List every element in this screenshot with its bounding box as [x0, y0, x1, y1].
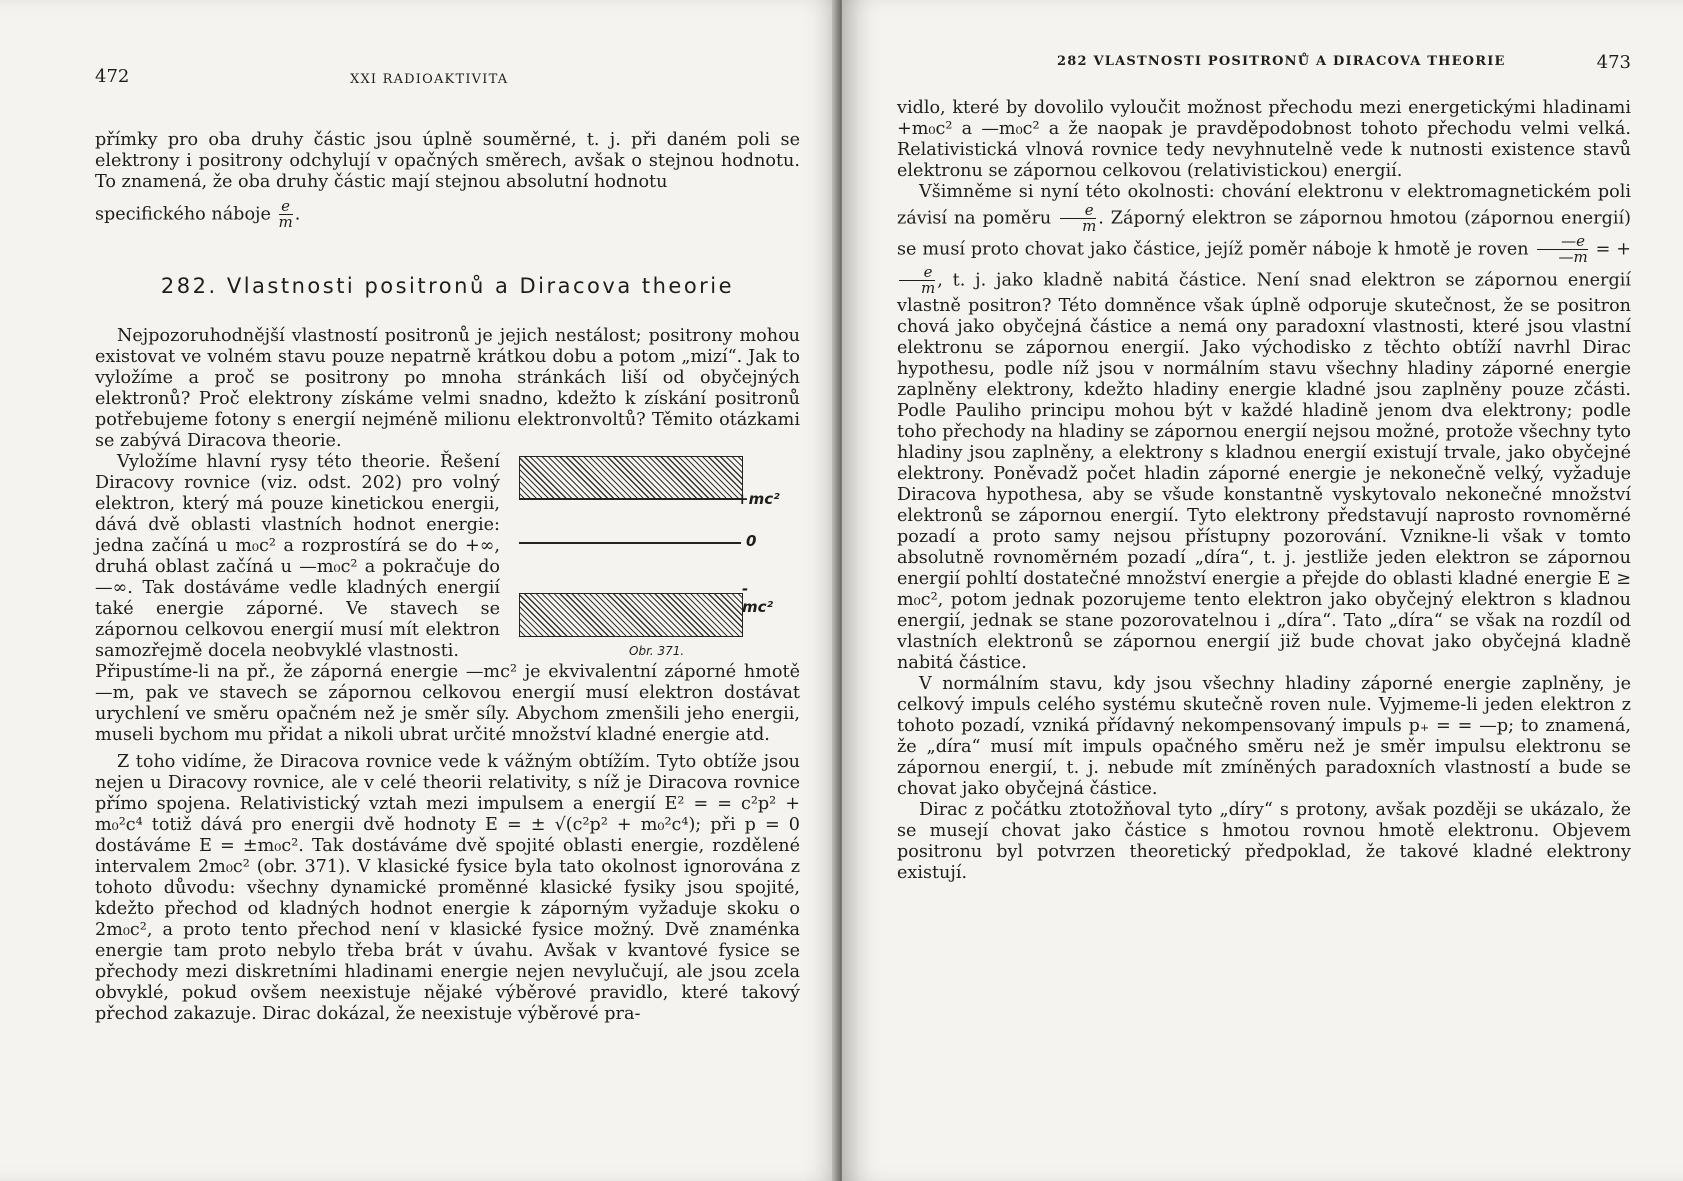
left-paragraph-3-continued: Připustíme-li na př., že záporná energie —mc² je ekvivalentní záporné hmotě —m, pak ve stavech se zápornou celkovou energií musí elektron dostávat urychlení ve směru opačném než je směr síly. Abychom zmenšili jeho energii, museli bychom mu přidat a nikoli ubrat určité množství kladné energie atd. [95, 662, 800, 745]
figure-row [95, 452, 800, 662]
right-paragraph-2: Všimněme si nyní této okolnosti: chování elektronu v elektromagnetickém poli závisí na poměru $\frac{e}{m}$ . Záporný elektron se zápornou hmotou (zápornou energií) se musí proto chovat jako částice, jejíž poměr náboje k hmotě je roven $\frac{—e}{—m}$ = + $\frac{e}{m}$ , t. j. jako kladně nabitá částice. Není snad elektron se zápornou energií vlastně positron? Této domněnce však úplně odporuje skutečnost, že se positron chová jako obyčejná částice a nemá ony paradoxní vlastnosti, které jsou vlastní elektronu se zápornou energií. Jako východisko z těchto obtíží navrhl Dirac hypothesu, podle níž jsou v normálním stavu všechny hladiny záporné energie zaplněny elektrony, kdežto hladiny energie kladné jsou zaplněny pouze zčásti. Podle Pauliho principu mohou být v každé hladině jenom dva elektrony; podle toho přechody na hladiny se zápornou energií nejsou možné, protože všechny tyto hladiny jsou zaplněny, a elektrony s kladnou energií existují trvale, jako obyčejné elektrony. Poněvadž počet hladin záporné energie je nekonečně velký, vyžaduje Diracova hypothesa, aby se všude konstantně vyskytovalo nekonečné množství elektronů se zápornou energií. Tyto elektrony představují naprosto rovnoměrné pozadí a proto samy nejsou přístupny pozorování. Vznikne-li však v tomto absolutně rovnoměrném pozadí „díra“, t. j. jestliže jeden elektron se zápornou energií pohltí dostatečné množství energie a přejde do oblasti kladné energie E ≥ m₀c², potom jednak pozorujeme tento elektron jako obyčejný elektron s kladnou energií, jednak se stane pozorovatelnou i „díra“. Tato „díra“ se však na rozdíl od vlastních elektronů se zápornou energií již bude chovat jako obyčejná kladně nabitá částice. [897, 182, 1632, 673]
left-paragraph-2: Nejpozoruhodnější vlastností positronů je jejich nestálost; positrony mohou existovat ve volném stavu pouze nepatrně krátkou dobu a potom „mizí“. Jak to vyložíme a proč se positrony po mnoha stránkách liší od obyčejných elektronů? Proč elektrony získáme velmi snadno, kdežto k získání positronů potřebujeme fotony s energií nejméně milionu elektronvoltů? Těmito otázkami se zabývá Diracova theorie. [95, 326, 800, 451]
left-paragraph-4: Z toho vidíme, že Diracova rovnice vede k vážným obtížím. Tyto obtíže jsou nejen u Diracovy rovnice, ale v celé theorii relativity, s níž je Diracova rovnice přímo spojena. Relativistický vztah mezi impulsem a energií E² = = c²p² + m₀²c⁴ totiž dává pro energii dvě hodnoty E = ± √(c²p² + m₀²c⁴); při p = 0 dostáváme E = ±m₀c². Tak dostáváme dvě spojité oblasti energie, rozdělené intervalem 2m₀c² (obr. 371). V klasické fysice byla tato okolnost ignorována z tohoto důvodu: všechny dynamické proměnné klasické fysiky jsou spojité, kdežto přechod od kladných hodnot energie k záporným vyžaduje skoku o 2m₀c², a proto tento přechod není v klasické fysice možný. Dvě znaménka energie tam proto nebylo třeba brát v úvahu. Avšak v kvantové fysice se přechody mezi diskretními hladinami energie nejen nevylučují, ale jsou zcela obvyklé, pokud ovšem neexistuje nějaké výběrové pravidlo, které takový přechod zakazuje. Dirac dokázal, že neexistuje výběrové pra- [95, 752, 800, 1024]
figure-side-text [95, 452, 500, 662]
left-page-number: 472 [95, 66, 130, 87]
left-running-title: XXI RADIOAKTIVITA [350, 72, 509, 87]
right-paragraph-1: vidlo, které by dovolilo vyloučit možnost přechodu mezi energetickými hladinami +m₀c² a —m₀c² a že naopak je pravděpodobnost tohoto přechodu velmi velká. Relativistická vlnová rovnice tedy nevyhnutelně vede k nutnosti existence stavů elektronu se zápornou celkovou (relativistickou) energií. [897, 98, 1631, 181]
fraction-e-over-m: $\frac{e}{m}$ [278, 197, 293, 231]
fraction-e-over-m-right: $\frac{e}{m}$ [1060, 203, 1096, 234]
right-page [842, 0, 1683, 1181]
right-running-head [897, 48, 1631, 74]
energy-level-diagram [514, 456, 784, 661]
left-paragraph-1: přímky pro oba druhy částic jsou úplně souměrné, t. j. při daném poli se elektrony i positrony odchylují v opačných směrech, avšak o stejnou hodnotu. To znamená, že oba druhy částic mají stejnou absolutní hodnotu [95, 130, 800, 192]
label-zero: 0 [746, 532, 757, 550]
positive-energy-band [519, 456, 743, 500]
label-minus-mc2: - mc² [742, 580, 774, 616]
right-page-number: 473 [1596, 52, 1631, 73]
level-plus-mc2 [519, 498, 741, 500]
level-zero [519, 542, 741, 544]
left-paragraph-3: Vyložíme hlavní rysy této theorie. Řešení Diracovy rovnice (viz. odst. 202) pro volný elektron, který má pouze kinetickou energii, dává dvě oblasti vlastních hodnot energie: jedna začíná u m₀c² a rozprostírá se do +∞, druhá oblast začíná u —m₀c² a pokračuje do —∞. Tak dostáváme vedle kladných energií také energie záporné. Ve stavech se zápornou celkovou energií musí mít elektron samozřejmě docela neobvyklé vlastnosti. [95, 452, 500, 661]
negative-energy-band [519, 593, 743, 637]
figure-caption: Obr. 371. [629, 644, 685, 658]
left-running-head [95, 60, 800, 86]
right-running-title: 282 VLASTNOSTI POSITRONŮ A DIRACOVA THEORIE [1057, 54, 1506, 69]
fraction-e-over-m-positive: $\frac{e}{m}$ [899, 265, 935, 296]
label-plus-mc2: +mc² [736, 490, 780, 508]
fraction-minus-e-over-minus-m: $\frac{—e}{—m}$ [1537, 234, 1588, 265]
right-paragraph-4: Dirac z počátku ztotožňoval tyto „díry“ s protony, avšak později se ukázalo, že se musejí chovat jako částice s hmotou rovnou hmotě elektronu. Objevem positronu byl potvrzen theoretický předpoklad, že takové kladné elektrony existují. [897, 800, 1631, 883]
left-paragraph-1-end: specifického náboje $\frac{e}{m}$ . [95, 197, 301, 231]
right-paragraph-3: V normálním stavu, kdy jsou všechny hladiny záporné energie zaplněny, je celkový impuls celého systému skutečně roven nule. Vyjmeme-li jeden elektron z tohoto pozadí, vzniká přídavný nekompensovaný impuls p₊ = = —p; to znamená, že „díra“ musí mít impuls opačného směru než je směr impulsu elektronu se zápornou energií, t. j. nebude mít zmíněných paradoxních vlastností a bude se chovat jako obyčejná částice. [897, 674, 1631, 799]
section-title: 282. Vlastnosti positronů a Diracova theorie [160, 274, 735, 298]
